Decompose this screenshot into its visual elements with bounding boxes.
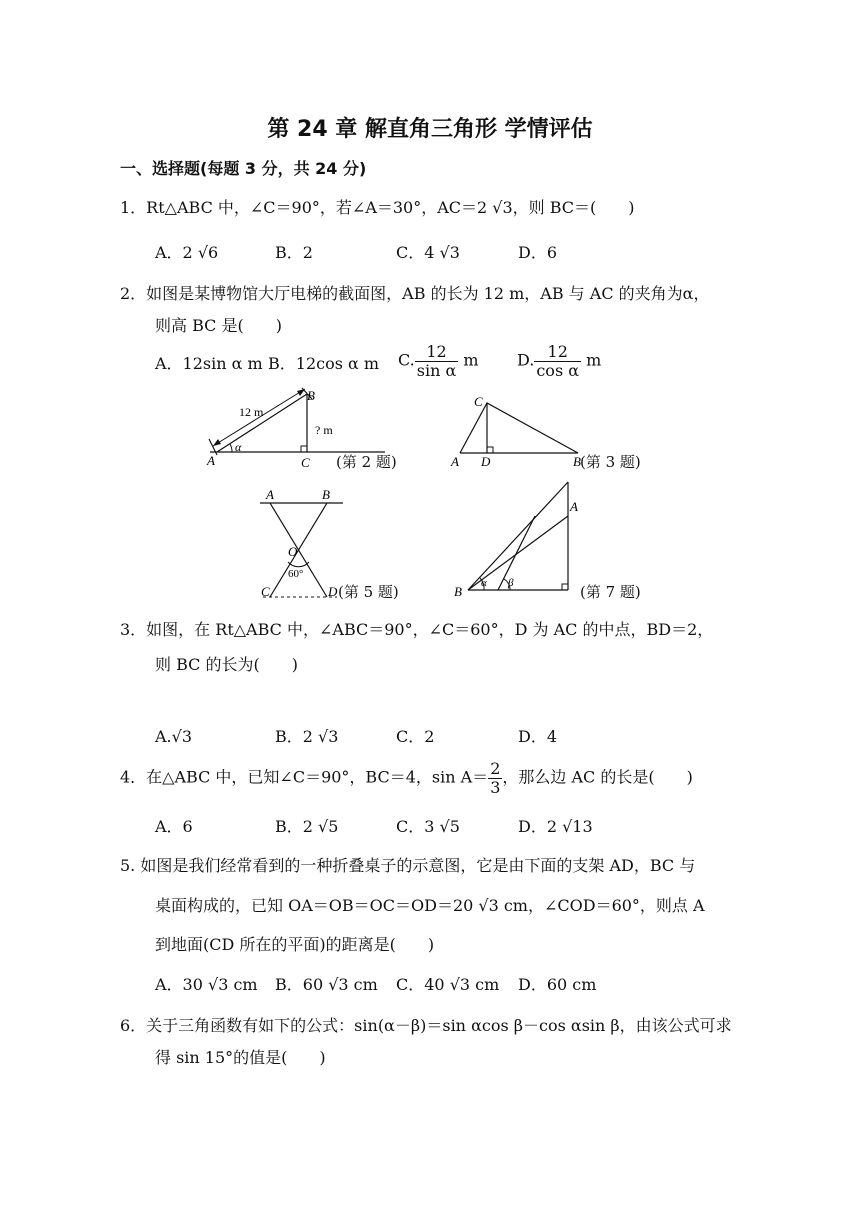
fig5-point-a: A <box>266 487 274 502</box>
q1-option-b: B．2 <box>275 243 313 262</box>
fig2-label-height: ? m <box>315 423 333 437</box>
fig2-escalator-line <box>217 394 307 452</box>
q5-option-d: D．60 cm <box>518 975 597 994</box>
fig5-point-b: B <box>322 487 330 502</box>
q5-stem-line1: 5. 如图是我们经常看到的一种折叠桌子的示意图，它是由下面的支架 AD，BC 与 <box>120 856 696 875</box>
q4-option-c: C．3 √5 <box>396 817 460 836</box>
figure-7 <box>450 478 578 603</box>
fig3-point-d: D <box>481 454 491 469</box>
fig7-angle-alpha: α <box>481 577 487 589</box>
q2-stem-line2: 则高 BC 是( ) <box>155 316 282 335</box>
fig2-point-c: C <box>301 455 310 470</box>
fig7-line-alpha <box>468 482 568 590</box>
q1-option-a: A．2 √6 <box>155 243 219 262</box>
q2-option-d: D. $\frac{12}{\text{cos α}}$ m <box>517 342 602 380</box>
section-heading: 一、选择题(每题 3 分，共 24 分) <box>120 159 367 178</box>
q4-option-a: A．6 <box>155 817 193 836</box>
fig7-point-a: A <box>570 499 578 514</box>
fig7-angle-beta: β <box>508 577 514 589</box>
q6-stem-line2: 得 sin 15°的值是( ) <box>155 1048 326 1067</box>
figure-3 <box>445 390 585 470</box>
q5-option-a: A．30 √3 cm <box>155 975 258 994</box>
q1-option-c: C．4 √3 <box>396 243 460 262</box>
q2-option-c: C. $\frac{12}{\text{sin α}}$ m <box>398 342 479 380</box>
q6-stem-line1: 6．关于三角函数有如下的公式：sin(α－β)＝sin αcos β－cos αsin β，由该公式可求 <box>120 1016 732 1035</box>
q2-option-b: B．12cos α m <box>268 354 380 373</box>
fig3-point-b: B <box>573 454 581 469</box>
fig5-caption: (第 5 题) <box>338 583 399 601</box>
q3-stem-line2: 则 BC 的长为( ) <box>155 655 298 674</box>
q2-option-a: A．12sin α m <box>155 354 263 373</box>
fig3-triangle <box>460 403 578 453</box>
q5-stem-line3: 到地面(CD 所在的平面)的距离是( ) <box>155 935 435 954</box>
fig5-point-o: O <box>288 544 298 559</box>
fig3-point-a: A <box>451 454 459 469</box>
fig7-line-beta <box>498 516 535 590</box>
fig2-point-b: B <box>307 388 315 403</box>
q5-option-b: B．60 √3 cm <box>275 975 378 994</box>
fig2-point-a: A <box>207 453 215 468</box>
q2-stem-line1: 2．如图是某博物馆大厅电梯的截面图，AB 的长为 12 m，AB 与 AC 的夹角为α， <box>120 284 710 303</box>
q5-stem-line2: 桌面构成的，已知 OA＝OB＝OC＝OD＝20 √3 cm，∠COD＝60°，则点 A <box>155 896 705 915</box>
q4-option-b: B．2 √5 <box>275 817 339 836</box>
fig3-point-c: C <box>474 394 483 409</box>
q5-option-c: C．40 √3 cm <box>396 975 500 994</box>
fig7-caption: (第 7 题) <box>580 583 641 601</box>
q3-option-c: C．2 <box>396 727 435 746</box>
q3-option-d: D．4 <box>518 727 558 746</box>
fig7-point-b: B <box>454 584 462 599</box>
page-title: 第 24 章 解直角三角形 学情评估 <box>267 117 593 142</box>
q3-stem-line1: 3．如图，在 Rt△ABC 中，∠ABC＝90°，∠C＝60°，D 为 AC 的中点，BD＝2， <box>120 620 714 639</box>
fig5-point-d: D <box>328 584 338 599</box>
fig2-angle-alpha: α <box>235 440 242 454</box>
q4-option-d: D．2 √13 <box>518 817 593 836</box>
q1-option-d: D．6 <box>518 243 558 262</box>
q3-option-b: B．2 √3 <box>275 727 339 746</box>
fig3-caption: (第 3 题) <box>580 453 641 471</box>
q3-option-a: A.√3 <box>155 727 193 746</box>
q4-stem: 4．在△ABC 中，已知∠C＝90°，BC＝4，sin A＝ $\frac{2}{3}$ ，那么边 AC 的长是( ) <box>120 759 693 797</box>
fig2-label-length: 12 m <box>239 405 264 419</box>
fig2-caption: (第 2 题) <box>336 453 397 471</box>
fig5-angle-label: 60° <box>288 568 304 580</box>
fig5-point-c: C <box>261 584 270 599</box>
q1-stem: 1．Rt△ABC 中，∠C＝90°，若∠A＝30°，AC＝2 √3，则 BC＝( ) <box>120 198 635 217</box>
figure-5 <box>255 485 350 605</box>
